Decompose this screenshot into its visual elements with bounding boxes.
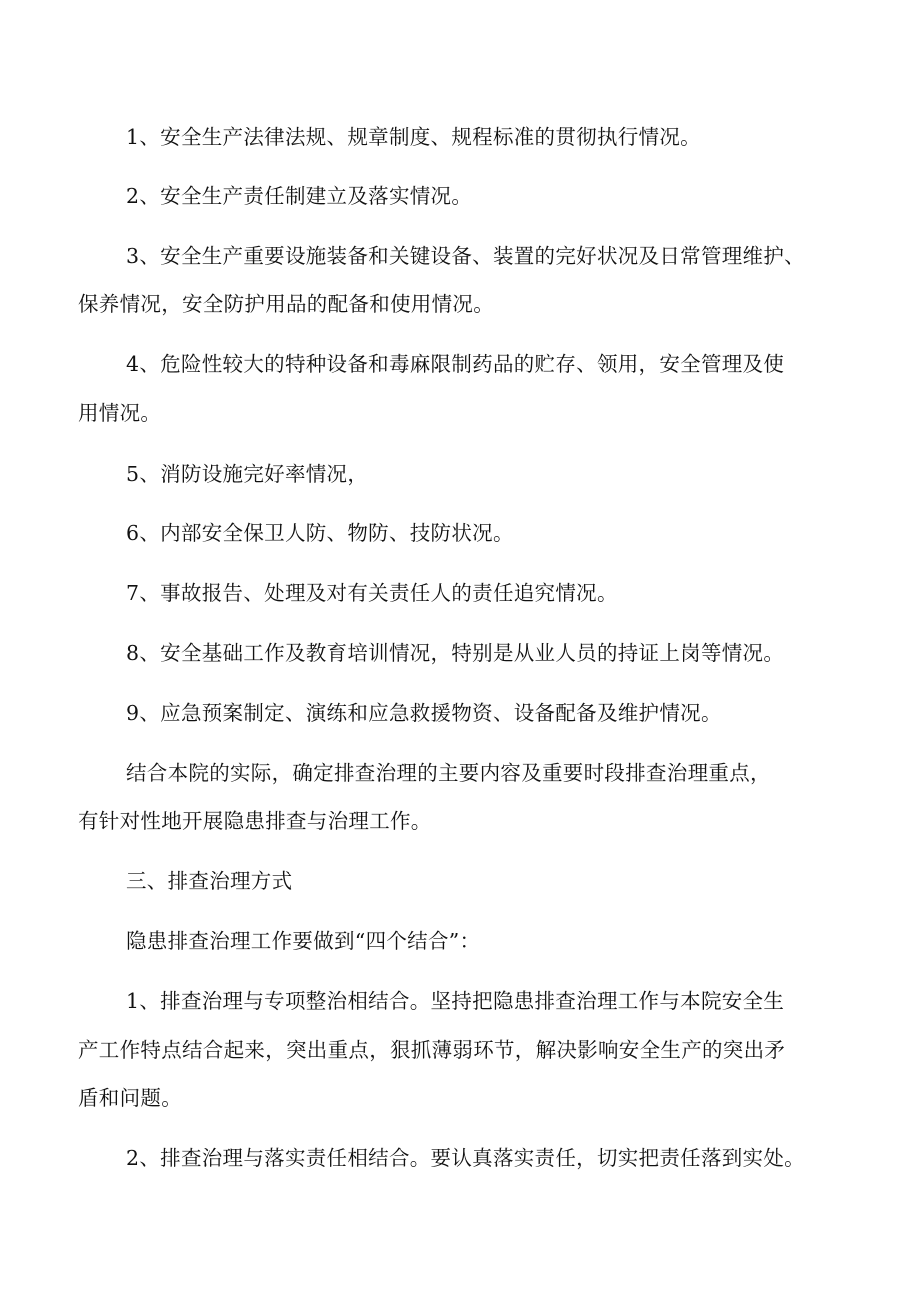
combination-1-line-3: 盾和问题。 [78, 1086, 182, 1110]
section-intro: 隐患排查治理工作要做到“四个结合”： [126, 929, 481, 953]
item-9-text: 9、应急预案制定、演练和应急救援物资、设备配备及维护情况。 [126, 701, 722, 725]
combination-2-line-1: 2、排查治理与落实责任相结合。要认真落实责任，切实把责任落到实处。 [126, 1146, 805, 1170]
item-3-text-line-2: 保养情况，安全防护用品的配备和使用情况。 [78, 292, 494, 316]
item-7-text: 7、事故报告、处理及对有关责任人的责任追究情况。 [126, 581, 618, 605]
summary-paragraph-line-1: 结合本院的实际，确定排查治理的主要内容及重要时段排查治理重点， [126, 761, 771, 785]
item-5-text: 5、消防设施完好率情况， [126, 462, 369, 486]
item-8-text: 8、安全基础工作及教育培训情况，特别是从业人员的持证上岗等情况。 [126, 641, 785, 665]
item-3-text-line-1: 3、安全生产重要设施装备和关键设备、装置的完好状况及日常管理维护、 [126, 244, 805, 268]
section-heading: 三、排查治理方式 [126, 869, 293, 893]
item-6-text: 6、内部安全保卫人防、物防、技防状况。 [126, 521, 514, 545]
item-4-text-line-1: 4、危险性较大的特种设备和毒麻限制药品的贮存、领用，安全管理及使 [126, 352, 785, 376]
item-1-text: 1、安全生产法律法规、规章制度、规程标准的贯彻执行情况。 [126, 125, 701, 149]
item-2-text: 2、安全生产责任制建立及落实情况。 [126, 184, 473, 208]
item-4-text-line-2: 用情况。 [78, 401, 162, 425]
combination-1-line-1: 1、排查治理与专项整治相结合。坚持把隐患排查治理工作与本院安全生 [126, 989, 785, 1013]
combination-1-line-2: 产工作特点结合起来，突出重点，狠抓薄弱环节，解决影响安全生产的突出矛 [78, 1038, 786, 1062]
summary-paragraph-line-2: 有针对性地开展隐患排查与治理工作。 [78, 809, 432, 833]
